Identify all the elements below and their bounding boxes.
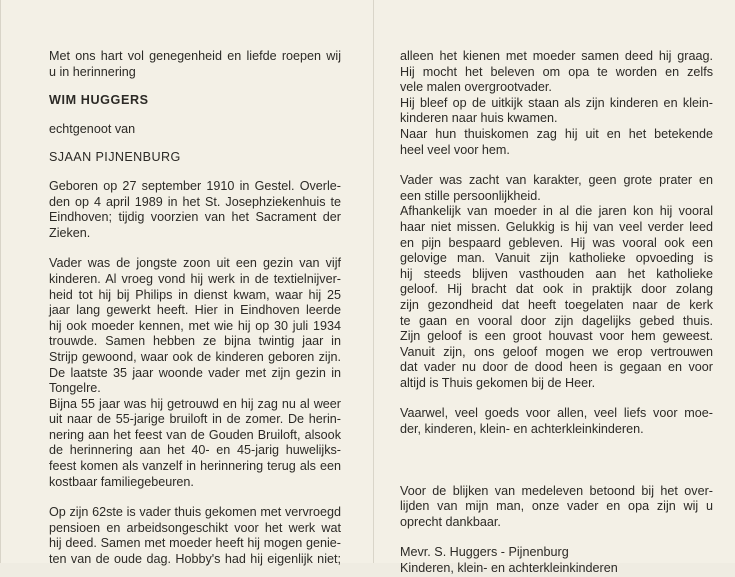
left-page <box>49 49 341 568</box>
intro-text: Met ons hart vol genegenheid en liefde roepen wij u in herinnering <box>49 49 341 79</box>
deceased-name: WIM HUGGERS <box>49 93 149 108</box>
signature-block: Mevr. S. Huggers - Pijnenburg Kinderen, klein- en achterkleinkinderen <box>400 545 618 576</box>
family-paragraph: alleen het kienen met moeder samen deed hij graag. Hij mocht het beleven om opa te worden en zelfs vele malen overgrootvader. Hij bleef op de uitkijk staan als zijn kinderen en klein- kinderen naar huis kwamen. Naar hun thuiskomen zag hij uit en het betekende heel veel voor hem. <box>400 49 713 157</box>
right-page <box>400 49 713 577</box>
spouse-name: SJAAN PIJNENBURG <box>49 150 181 165</box>
birth-death-paragraph: Geboren op 27 september 1910 in Gestel. Overle- den op 4 april 1989 in het St. Josephziekenhuis te Eindhoven; tijdig voorzien van het Sacrament der Zieken. <box>49 178 341 240</box>
card-fold-line <box>373 0 374 563</box>
relation-text: echtgenoot van <box>49 121 136 136</box>
farewell-paragraph: Vaarwel, veel goeds voor allen, veel liefs voor moe- der, kinderen, klein- en achterkleinkinderen. <box>400 406 713 437</box>
character-paragraph: Vader was zacht van karakter, geen grote prater en een stille persoonlijkheid. Afhankelijk van moeder in al die jaren kon hij vooral haar niet missen. Gelukkig is hij van veel verder leed en pijn bespaard gebleven. Hij was vooral ook een gelovige man. Vanuit zijn katholieke opvoeding is hij steeds blijven vasthouden aan het katholieke geloof. Hij bracht dat ook in praktijk door zolang zijn gezondheid dat heeft toegelaten naar de kerk te gaan en vooral door zijn dagelijks gebed thuis. Zijn geloof is een groot houvast voor hem geweest. Vanuit zijn, ons geloof mogen we erop vertrouwen dat vader nu door de dood heen is gegaan en voor altijd is Thuis gekomen bij de Heer. <box>400 173 713 390</box>
thanks-paragraph: Voor de blijken van medeleven betoond bij het over- lijden van mijn man, onze vader en opa zijn wij u oprecht dankbaar. <box>400 483 713 529</box>
retirement-paragraph: Op zijn 62ste is vader thuis gekomen met vervroegd pensioen en arbeidsongeschikt voor het werk wat hij deed. Samen met moeder heeft hij mogen genie- ten van de oude dag. Hobby's had hij eigenlijk niet; <box>49 505 341 567</box>
life-paragraph: Vader was de jongste zoon uit een gezin van vijf kinderen. Al vroeg vond hij werk in de textielnijver- heid tot hij bij Philips in dienst kwam, waar hij 25 jaar lang gewerkt heeft. Hier in Eindhoven leerde hij ook moeder kennen, met wie hij op 30 juli 1934 trouwde. Samen hebben ze bijna twintig jaar in Strijp gewoond, waar ook de kinderen geboren zijn. De laatste 35 jaar woonde vader met zijn gezin in Tongelre. Bijna 55 jaar was hij getrouwd en hij zag nu al weer uit naar de 55-jarige bruiloft in de zomer. De herin- nering aan het feest van de Gouden Bruiloft, alsook de herinnering aan het 40- en 45-jarig huwelijks- feest komen als vanzelf in herinnering terug als een kostbaar familiegebeuren. <box>49 256 341 489</box>
